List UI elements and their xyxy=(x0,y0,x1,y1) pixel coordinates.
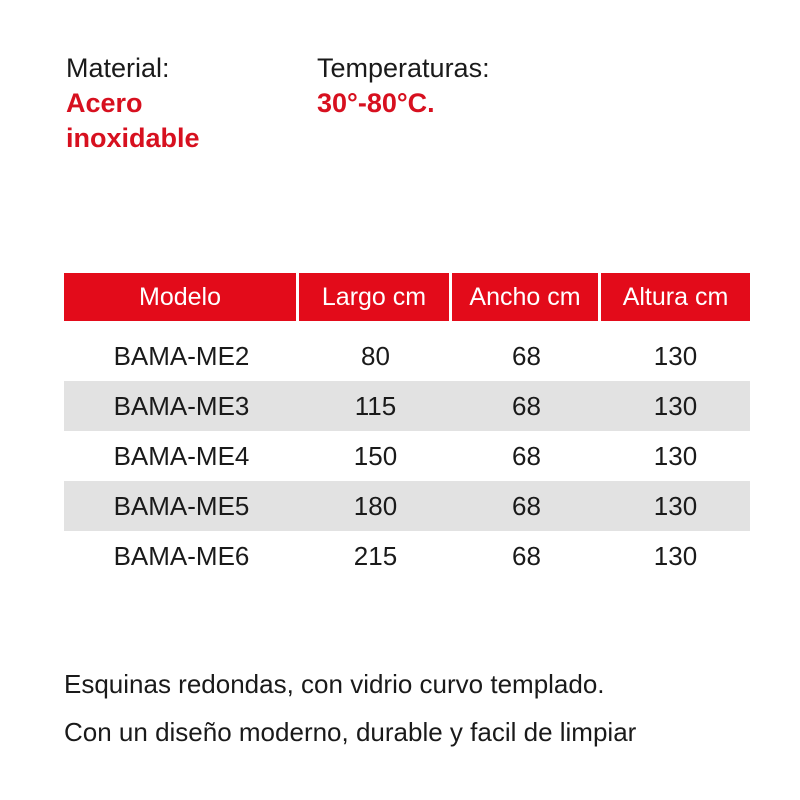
cell-altura: 130 xyxy=(653,340,698,371)
cell-model: BAMA-ME5 xyxy=(113,490,250,521)
cell-ancho: 68 xyxy=(512,340,541,371)
header-modelo: Modelo xyxy=(64,273,299,321)
cell-ancho: 68 xyxy=(512,540,541,571)
cell-altura: 130 xyxy=(653,390,698,421)
cell-model: BAMA-ME2 xyxy=(113,340,250,371)
cell-largo: 115 xyxy=(354,390,397,421)
header-altura: Altura cm xyxy=(601,273,750,321)
cell-ancho: 68 xyxy=(512,390,541,421)
cell-ancho: 68 xyxy=(512,440,541,471)
temperature-value xyxy=(317,86,577,121)
temperature-spec xyxy=(317,50,577,121)
temperature-value-line: 30°-80°C. xyxy=(317,88,435,118)
cell-altura: 130 xyxy=(653,540,698,571)
table-row xyxy=(64,531,750,581)
cell-model: BAMA-ME4 xyxy=(113,440,250,471)
cell-altura: 130 xyxy=(653,440,698,471)
cell-largo: 150 xyxy=(353,440,398,471)
table-row xyxy=(64,481,750,531)
note-line: Esquinas redondas, con vidrio curvo templado. xyxy=(64,669,605,699)
cell-largo: 180 xyxy=(353,490,398,521)
table-body xyxy=(64,331,750,581)
header-ancho: Ancho cm xyxy=(452,273,601,321)
cell-ancho: 68 xyxy=(512,490,541,521)
table-header-row xyxy=(64,273,750,321)
material-value xyxy=(66,86,286,156)
header-largo: Largo cm xyxy=(299,273,452,321)
product-notes xyxy=(64,660,764,756)
material-label: Material: xyxy=(66,53,170,83)
material-spec xyxy=(66,50,286,156)
note-line: Con un diseño moderno, durable y facil de limpiar xyxy=(64,717,637,747)
table-row xyxy=(64,331,750,381)
cell-altura: 130 xyxy=(653,490,698,521)
models-table xyxy=(64,273,750,581)
cell-model: BAMA-ME6 xyxy=(113,540,250,571)
material-value-line: inoxidable xyxy=(66,123,200,153)
cell-largo: 80 xyxy=(361,340,390,371)
temperature-label: Temperaturas: xyxy=(317,53,490,83)
cell-largo: 215 xyxy=(353,540,398,571)
table-row xyxy=(64,381,750,431)
cell-model: BAMA-ME3 xyxy=(113,390,250,421)
material-value-line: Acero xyxy=(66,88,143,118)
table-row xyxy=(64,431,750,481)
